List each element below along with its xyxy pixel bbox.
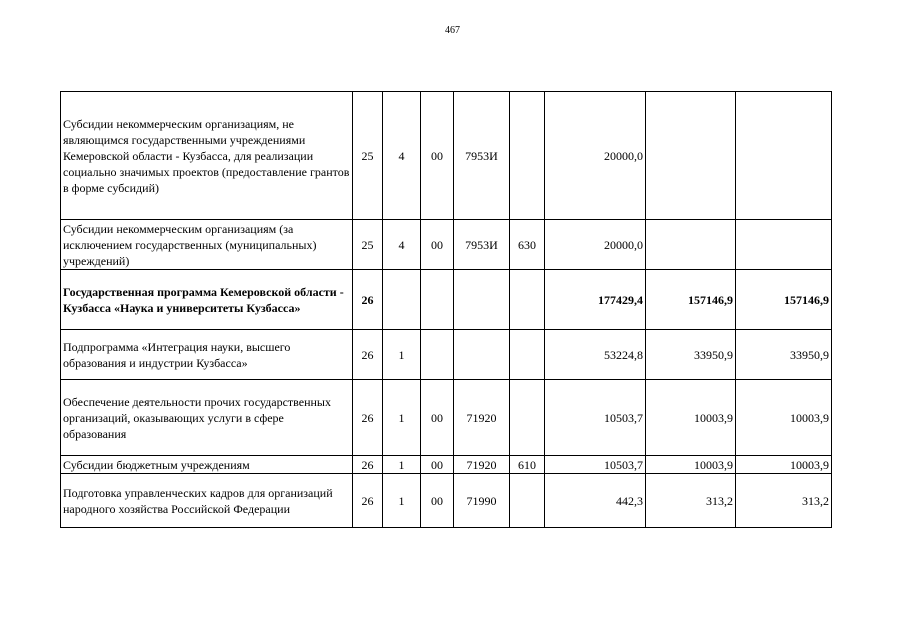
amount-year-1: 20000,0 — [545, 220, 646, 270]
amount-year-1: 20000,0 — [545, 92, 646, 220]
expense-type-code — [510, 270, 545, 330]
amount-year-3 — [736, 220, 832, 270]
expense-name: Подпрограмма «Интеграция науки, высшего образования и индустрии Кузбасса» — [61, 330, 353, 380]
subprogram-code: 1 — [383, 474, 421, 528]
main-activity-code — [421, 270, 454, 330]
subprogram-code: 1 — [383, 456, 421, 474]
direction-code: 7953И — [454, 220, 510, 270]
amount-year-2: 10003,9 — [646, 380, 736, 456]
subprogram-code: 1 — [383, 380, 421, 456]
subprogram-code: 4 — [383, 92, 421, 220]
subprogram-code — [383, 270, 421, 330]
amount-year-1: 442,3 — [545, 474, 646, 528]
amount-year-2: 313,2 — [646, 474, 736, 528]
direction-code — [454, 330, 510, 380]
amount-year-3: 10003,9 — [736, 456, 832, 474]
expense-type-code: 610 — [510, 456, 545, 474]
program-code: 26 — [353, 380, 383, 456]
main-activity-code: 00 — [421, 380, 454, 456]
amount-year-3: 33950,9 — [736, 330, 832, 380]
subprogram-code: 4 — [383, 220, 421, 270]
amount-year-1: 10503,7 — [545, 380, 646, 456]
subprogram-code: 1 — [383, 330, 421, 380]
direction-code: 7953И — [454, 92, 510, 220]
amount-year-1: 10503,7 — [545, 456, 646, 474]
table-row — [61, 474, 832, 528]
table-row — [61, 330, 832, 380]
direction-code — [454, 270, 510, 330]
program-code: 26 — [353, 270, 383, 330]
expense-name: Подготовка управленческих кадров для организаций народного хозяйства Российской Федерации — [61, 474, 353, 528]
expense-name: Обеспечение деятельности прочих государственных организаций, оказывающих услуги в сфере образования — [61, 380, 353, 456]
table-row — [61, 270, 832, 330]
expense-name: Государственная программа Кемеровской области - Кузбасса «Наука и университеты Кузбасса» — [61, 270, 353, 330]
expense-type-code: 630 — [510, 220, 545, 270]
main-activity-code: 00 — [421, 92, 454, 220]
expense-name: Субсидии бюджетным учреждениям — [61, 456, 353, 474]
amount-year-2 — [646, 220, 736, 270]
program-code: 25 — [353, 220, 383, 270]
direction-code: 71920 — [454, 456, 510, 474]
budget-table — [60, 91, 832, 528]
expense-type-code — [510, 92, 545, 220]
main-activity-code — [421, 330, 454, 380]
expense-name: Субсидии некоммерческим организациям, не являющимся государственными учреждениями Кемеровской области - Кузбасса, для реализации социально значимых проектов (предоставление грантов в форме субсидий) — [61, 92, 353, 220]
main-activity-code: 00 — [421, 220, 454, 270]
amount-year-2 — [646, 92, 736, 220]
expense-type-code — [510, 474, 545, 528]
table-row — [61, 220, 832, 270]
amount-year-3: 10003,9 — [736, 380, 832, 456]
program-code: 26 — [353, 456, 383, 474]
table-row — [61, 92, 832, 220]
program-code: 25 — [353, 92, 383, 220]
amount-year-1: 53224,8 — [545, 330, 646, 380]
amount-year-2: 157146,9 — [646, 270, 736, 330]
program-code: 26 — [353, 474, 383, 528]
page-number: 467 — [445, 25, 460, 36]
amount-year-3 — [736, 92, 832, 220]
main-activity-code: 00 — [421, 474, 454, 528]
direction-code: 71920 — [454, 380, 510, 456]
table-row — [61, 456, 832, 474]
program-code: 26 — [353, 330, 383, 380]
amount-year-3: 313,2 — [736, 474, 832, 528]
amount-year-2: 10003,9 — [646, 456, 736, 474]
expense-name: Субсидии некоммерческим организациям (за исключением государственных (муниципальных) учреждений) — [61, 220, 353, 270]
direction-code: 71990 — [454, 474, 510, 528]
amount-year-1: 177429,4 — [545, 270, 646, 330]
amount-year-2: 33950,9 — [646, 330, 736, 380]
main-activity-code: 00 — [421, 456, 454, 474]
amount-year-3: 157146,9 — [736, 270, 832, 330]
table-row — [61, 380, 832, 456]
expense-type-code — [510, 380, 545, 456]
expense-type-code — [510, 330, 545, 380]
